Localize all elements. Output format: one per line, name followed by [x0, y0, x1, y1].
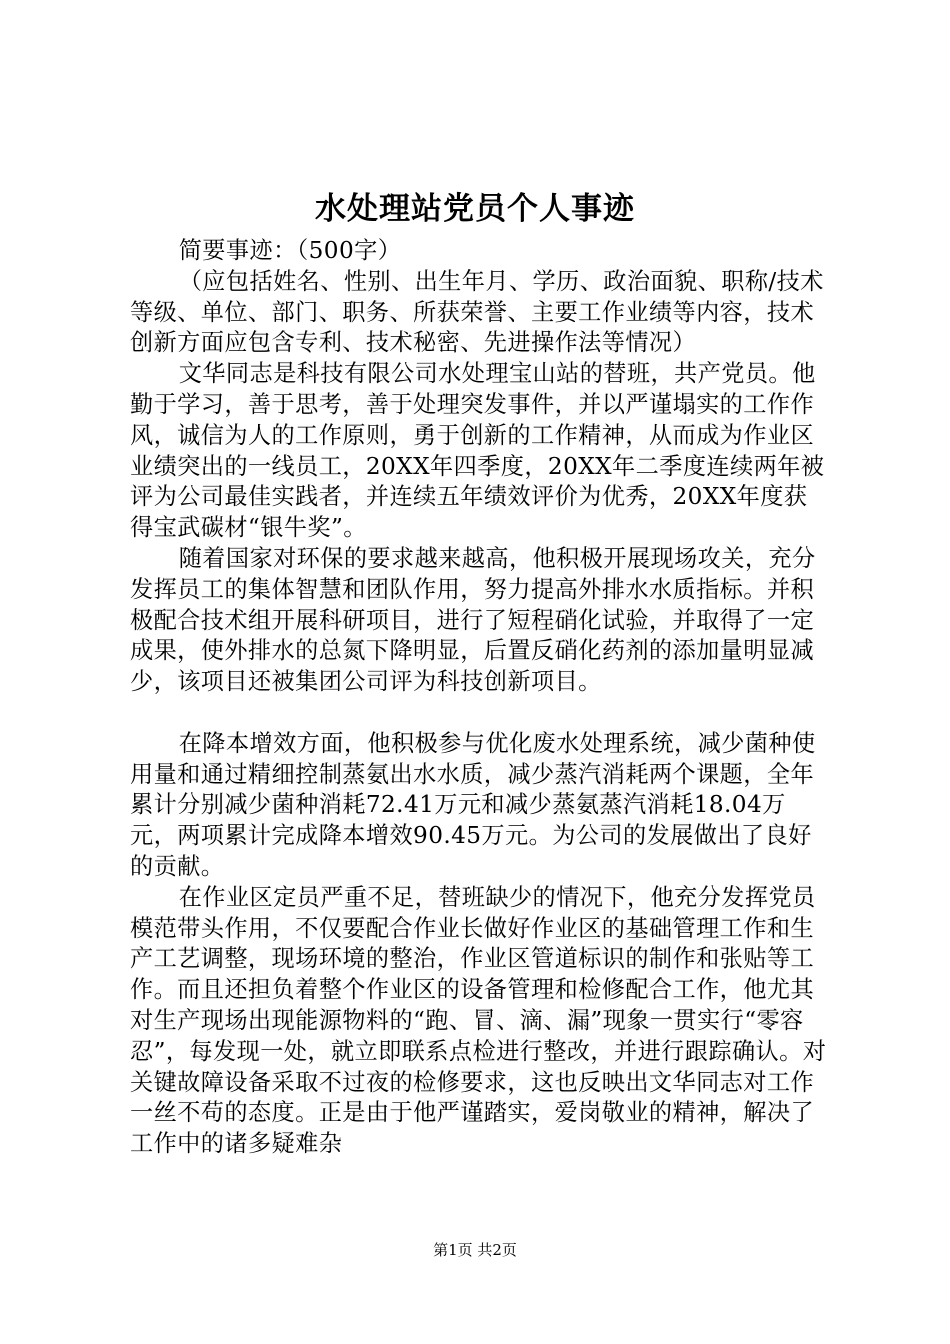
summary-heading: 简要事迹：（500字）: [178, 237, 402, 264]
document-title: 水处理站党员个人事迹: [315, 191, 635, 227]
paragraph-spacer: [130, 698, 830, 729]
summary-instructions: （应包括姓名、性别、出生年月、学历、政治面貌、职称/技术等级、单位、部门、职务、所获荣誉、主要工作业绩等内容，技术创新方面应包含专利、技术秘密、先进操作法等情况）: [130, 267, 824, 357]
page-footer: 第1页 共2页: [433, 1241, 517, 1259]
document-body: [130, 236, 830, 1160]
paragraph-cost-reduction: 在降本增效方面，他积极参与优化废水处理系统，减少菌种使用量和通过精细控制蒸氨出水水质，减少蒸汽消耗两个课题，全年累计分别减少菌种消耗72.41万元和减少蒸氨蒸汽消耗18.04万元，两项累计完成降本增效90.45万元。为公司的发展做出了良好的贡献。: [130, 729, 816, 880]
paragraph-environmental: 随着国家对环保的要求越来越高，他积极开展现场攻关，充分发挥员工的集体智慧和团队作用，努力提高外排水水质指标。并积极配合技术组开展科研项目，进行了短程硝化试验，并取得了一定成果，使外排水的总氮下降明显，后置反硝化药剂的添加量明显减少，该项目还被集团公司评为科技创新项目。: [130, 544, 816, 696]
paragraph-staffing: 在作业区定员严重不足，替班缺少的情况下，他充分发挥党员模范带头作用，不仅要配合作业长做好作业区的基础管理工作和生产工艺调整，现场环境的整治，作业区管道标识的制作和张贴等工作。而且还担负着整个作业区的设备管理和检修配合工作，他尤其对生产现场出现能源物料的“跑、冒、滴、漏”现象一贯实行“零容忍”，每发现一处，就立即联系点检进行整改，并进行跟踪确认。对关键故障设备采取不过夜的检修要求，这也反映出文华同志对工作一丝不苟的态度。正是由于他严谨踏实，爱岗敬业的精神，解决了工作中的诸多疑难杂: [130, 883, 827, 1158]
paragraph-introduction: 文华同志是科技有限公司水处理宝山站的替班，共产党员。他勤于学习，善于思考，善于处理突发事件，并以严谨塌实的工作作风，诚信为人的工作原则，勇于创新的工作精神，从而成为作业区业绩突出的一线员工，20XX年四季度，20XX年二季度连续两年被评为公司最佳实践者，并连续五年绩效评价为优秀，20XX年度获得宝武碳材“银牛奖”。: [130, 360, 825, 542]
